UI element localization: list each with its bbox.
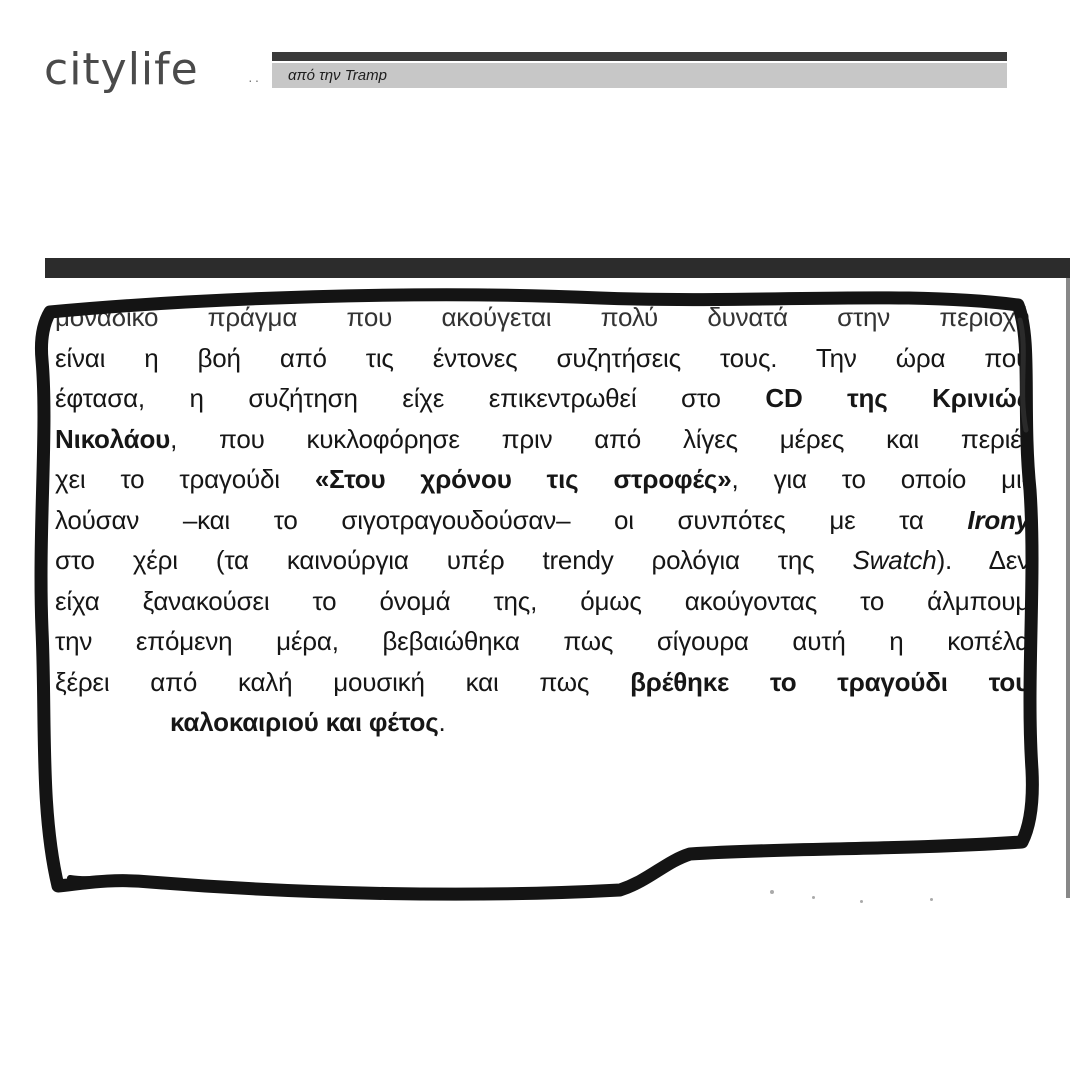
article-emphasis: Νικολάου xyxy=(55,423,171,454)
article-segment: μοναδικό πράγμα που ακούγεται πολύ δυνατά στην περιοχή xyxy=(55,302,1030,332)
article-segment: την επόμενη μέρα, βεβαιώθηκα πως σίγουρα αυτή η κοπέλα xyxy=(55,626,1030,656)
article-segment: ). Δεν xyxy=(936,545,1030,575)
scan-speck xyxy=(812,896,815,899)
article-segment: είναι η βοή από τις έντονες συζητήσεις τους. Την ώρα που xyxy=(55,342,1030,373)
newspaper-clipping xyxy=(0,250,1080,910)
scan-speck xyxy=(860,900,863,903)
scan-speck xyxy=(930,898,933,901)
article-emphasis: «Στου χρόνου τις στροφές» xyxy=(314,464,732,494)
marker-outline xyxy=(0,250,1080,910)
article-emphasis: βρέθηκε το τραγούδι του xyxy=(630,666,1031,697)
article-segment: είχα ξανακούσει το όνομά της, όμως ακούγοντας το άλμπουμ xyxy=(55,585,1030,616)
article-segment: , για το οποίο μι- xyxy=(731,464,1030,494)
article-emphasis: Swatch xyxy=(852,545,937,575)
citylife-logo: citylife xyxy=(44,44,199,95)
article-emphasis: καλοκαιριού και φέτος xyxy=(170,707,439,737)
article-segment: , που κυκλοφόρησε πριν από λίγες μέρες και περιέ- xyxy=(170,423,1030,454)
article-segment: χει το τραγούδι xyxy=(55,464,315,494)
article-segment: στο χέρι (τα καινούργια υπέρ trendy ρολόγια της xyxy=(55,545,853,575)
article-emphasis: Irony xyxy=(967,504,1030,535)
article-segment: . xyxy=(438,707,446,737)
article-segment: λούσαν –και το σιγοτραγουδούσαν– οι συνπότες με τα xyxy=(55,504,968,535)
article-emphasis: CD της Κρινιώς xyxy=(765,383,1030,413)
masthead-dots: ·· xyxy=(248,72,262,88)
column-byline: από την Tramp xyxy=(288,67,387,84)
masthead-rule xyxy=(272,52,1007,61)
article-segment: έφτασα, η συζήτηση είχε επικεντρωθεί στο xyxy=(55,383,766,413)
scan-speck xyxy=(770,890,774,894)
article-segment: ξέρει από καλή μουσική και πως xyxy=(55,666,631,697)
